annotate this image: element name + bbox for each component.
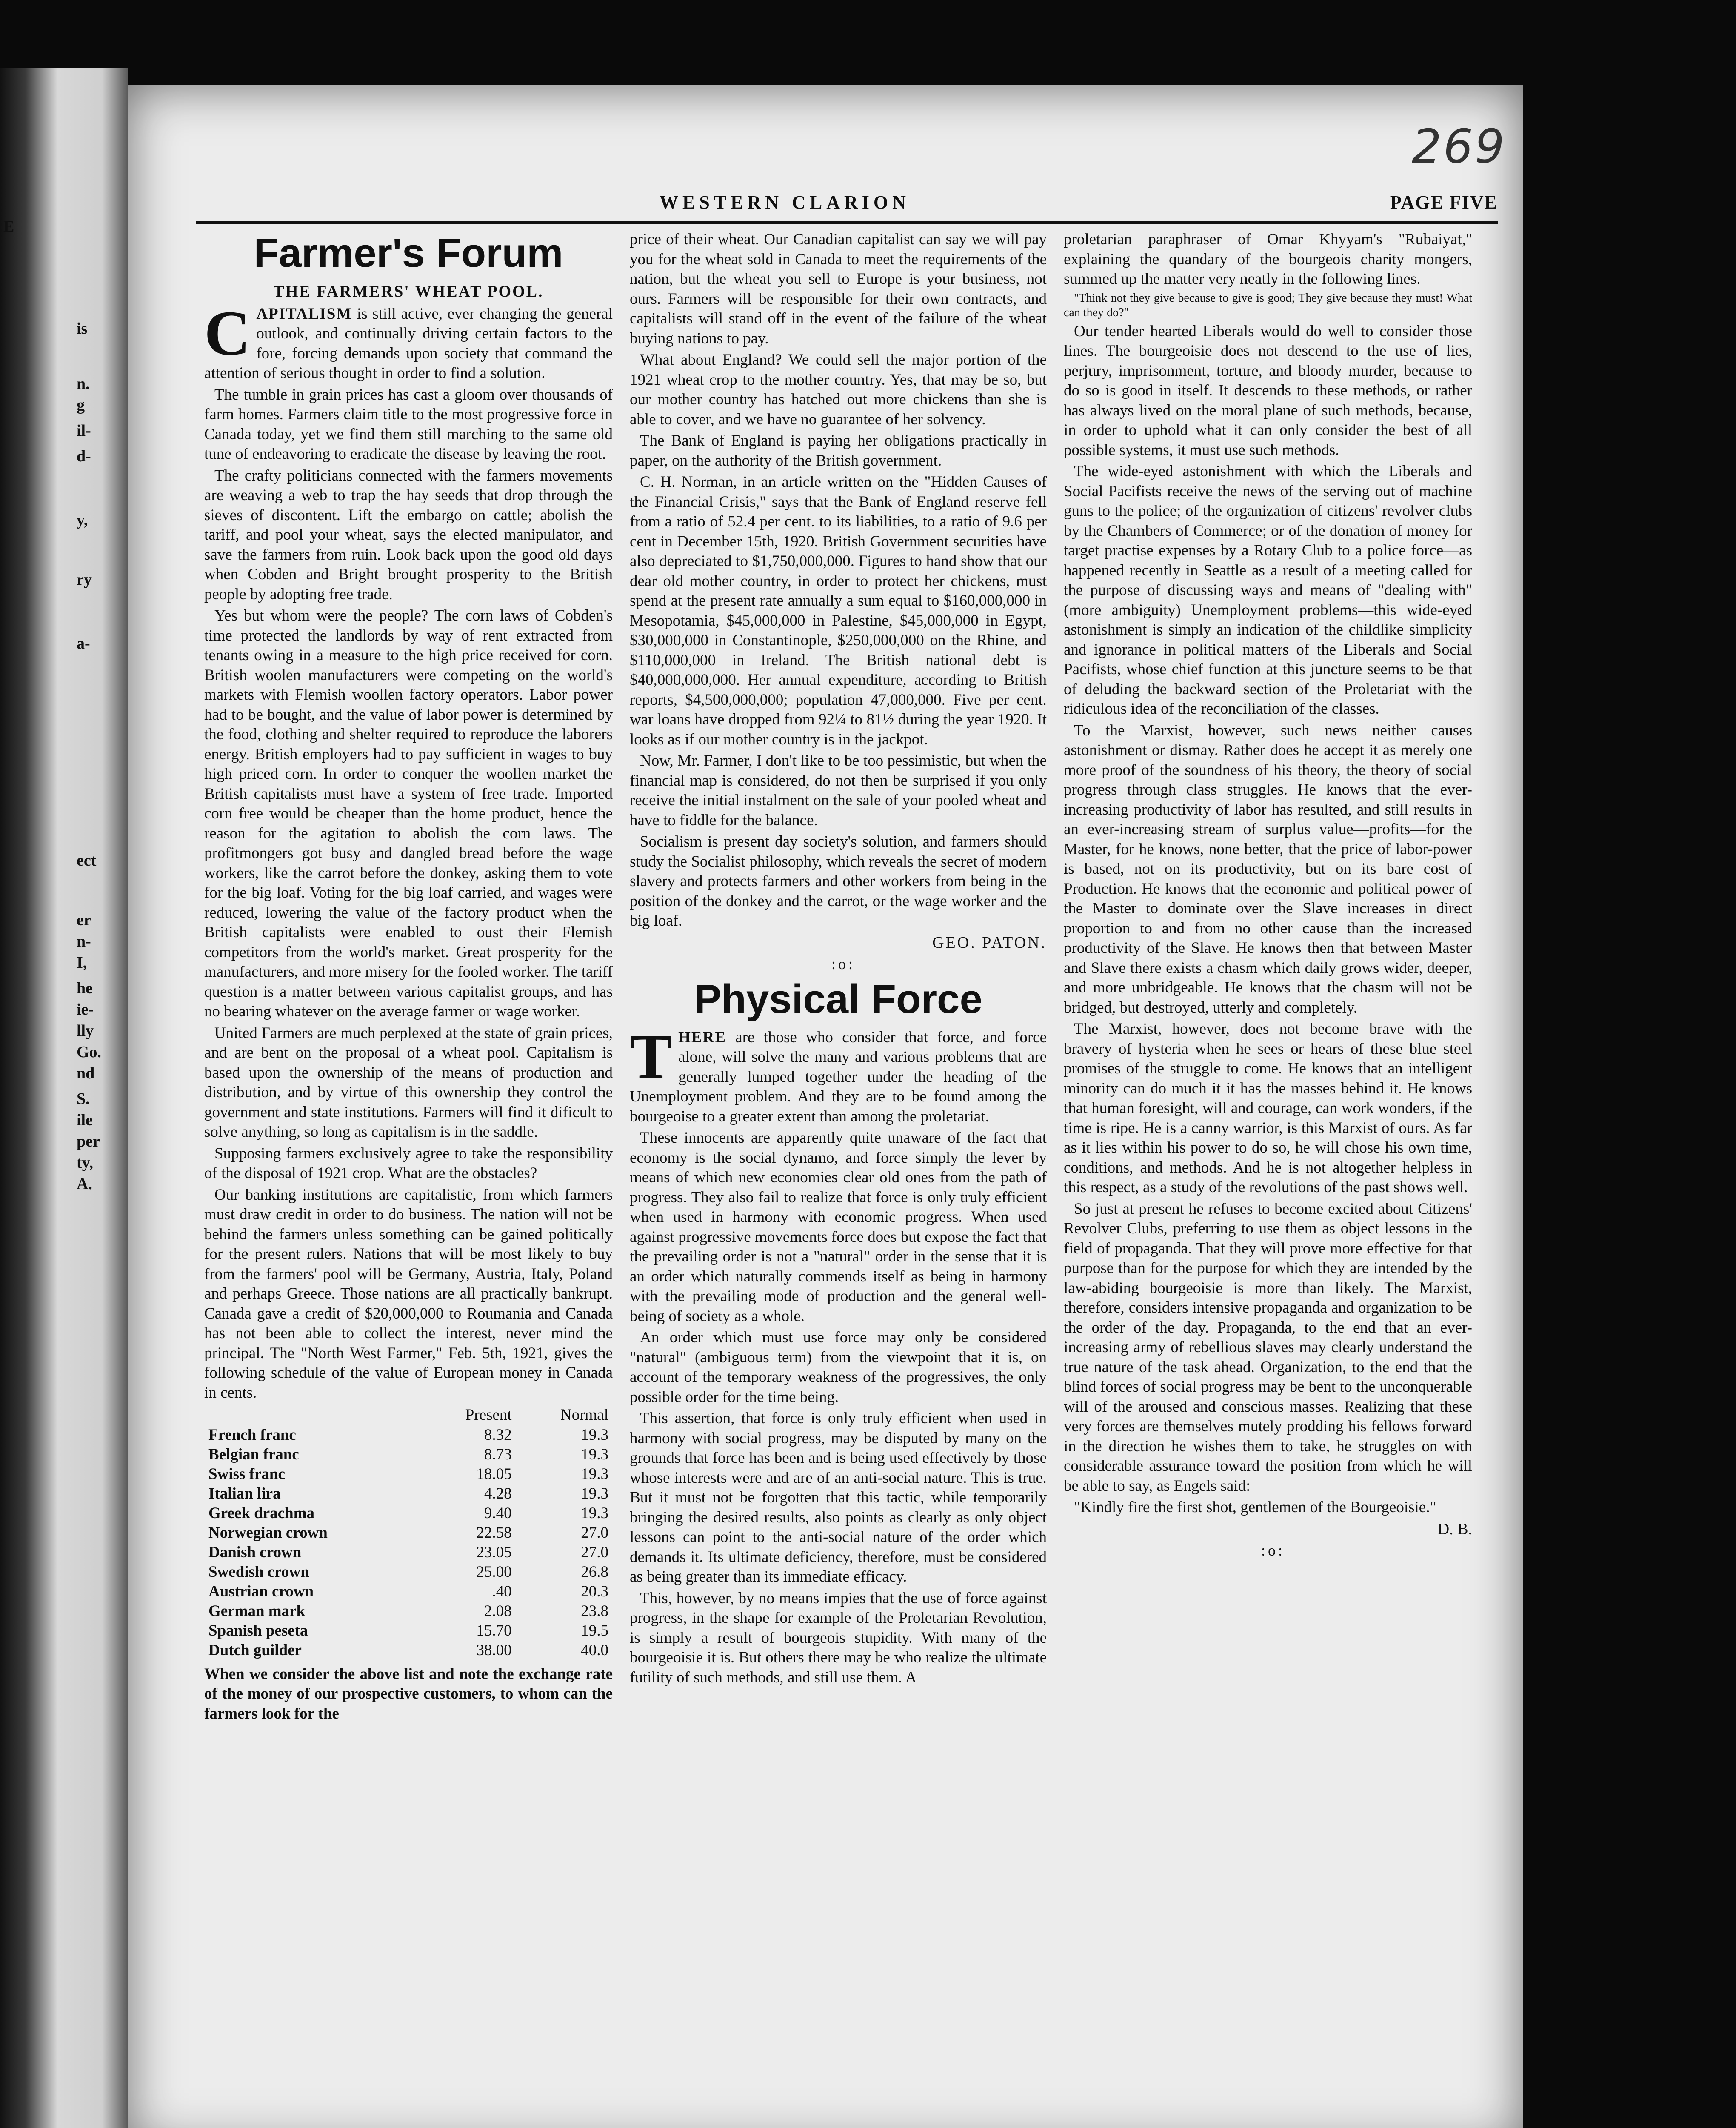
article-paragraph: This, however, by no means impies that the use of force against progress, in the shape for example of the Proletarian Revolution, is simply a result of bourgeois stupidity. With many of the bourgeoisie it is. But others there may be who realize the ultimate futility of such methods, and still use them. A: [630, 1589, 1047, 1686]
byline: GEO. PATON.: [932, 933, 1047, 952]
article-paragraph: The tumble in grain prices has cast a gloom over thousands of farm homes. Farmers claim title to the most progressive force in Canada today, yet we find them still marching to the same old tune of endeavoring to eradicate the disease by leaving the root.: [204, 386, 613, 463]
article-paragraph: Socialism is present day society's solution, and farmers should study the Socialist philosophy, which reveals the secret of modern slavery and protects farmers and other workers from being in the position of the donkey and the carrot, or the wage worker and the big loaf.: [630, 833, 1047, 930]
edge-text-fragment: il-: [77, 422, 91, 440]
edge-text-fragment: nd: [77, 1064, 95, 1082]
table-cell: Norwegian crown: [208, 1524, 328, 1542]
edge-text-fragment: a-: [77, 635, 90, 652]
article-paragraph: This assertion, that force is only truly efficient when used in harmony with social progress, may be disputed by many on the grounds that force has been and is being used effectively by those whose interests were and are of an anti-social nature. This is true. But it must not be forgotten that this tactic, while temporarily bringing the desired results, also points as clearly as only object lessons can point to the anti-social nature of the order which demands it. Its ultimate deficiency, therefore, must be considered as being greater than its immediate efficacy.: [630, 1410, 1047, 1585]
article-paragraph: The wide-eyed astonishment with which the Liberals and Social Pacifists receive the news of the serving out of machine guns to the police; of the organization of citizens' revolver clubs by the Chambers of Commerce; or of the donation of money for target practise expenses by a Rotary Club to a police force—as happened recently in Seattle as a result of a meeting called for the purpose of discussing ways and means of "dealing with" (more ambiguity) Unemployment problems—this wide-eyed astonishment is simply an indication of the childlike simplicity and ignorance in political matters of the Liberals and Social Pacifists, whose chief function at this juncture seems to be that of deluding the backward section of the Proletariat with the ridiculous idea of the reconciliation of the classes.: [1064, 463, 1472, 718]
table-cell: 8.32: [484, 1426, 512, 1444]
article-paragraph: price of their wheat. Our Canadian capitalist can say we will pay you for the wheat sold in Canada to meet the requirements of the nation, but the wheat you sell to Europe is your business, not ours. Farmers will be responsible for their own contracts, and capitalists will stand off in the event of the failure of the wheat buying nations to pay.: [630, 231, 1047, 347]
table-row: [204, 1523, 613, 1543]
edge-text-fragment: E: [3, 217, 14, 235]
edge-text-fragment: n.: [77, 375, 90, 393]
physical-force-title: Physical Force: [694, 976, 982, 1022]
currency-rows: [204, 1425, 613, 1660]
edge-text-fragment: Go.: [77, 1043, 102, 1061]
lead-caps: APITALISM: [256, 305, 352, 323]
table-cell: 40.0: [581, 1641, 608, 1659]
article-paragraph: Our banking institutions are capitalistic, from which farmers must draw credit in order to do business. The nation will not be behind the farmers unless something can be gained politically for the present rulers. Nations that will be most likely to buy from the farmers' pool will be Germany, Austria, Italy, Poland and perhaps Greece. Those nations are all practically bankrupt. Canada gave a credit of $20,000,000 to Roumania and Canada has not been able to collect the interest, never mind the principal. The "North West Farmer," Feb. 5th, 1921, gives the following schedule of the value of European money in Canada in cents.: [204, 1186, 613, 1402]
handwritten-page-number: 269: [1412, 119, 1506, 174]
table-row: [204, 1484, 613, 1504]
farmers-forum-subtitle: THE FARMERS' WHEAT POOL.: [273, 283, 544, 300]
edge-text-fragment: er: [77, 911, 91, 929]
header-rule: [196, 221, 1498, 224]
article-paragraph: THERE are those who consider that force, and force alone, will solve the many and various problems that are generally lumped together under the heading of the Unemployment problem. And they are to be found among the bourgeoise to a greater extent than among the proletariat.: [630, 1021, 1047, 1125]
table-cell: 19.5: [581, 1622, 608, 1639]
edge-text-fragment: I,: [77, 954, 87, 972]
table-cell: 18.05: [476, 1465, 512, 1483]
table-cell: 19.3: [581, 1484, 608, 1502]
table-cell: 38.00: [476, 1641, 512, 1659]
section-separator: :o:: [831, 955, 855, 972]
column-1: [204, 230, 613, 2128]
table-cell: Danish crown: [208, 1543, 302, 1561]
article-paragraph: The crafty politicians connected with the farmers movements are weaving a web to trap the hay seeds that drop through the sieves of discontent. Lift the embargo on cattle; abolish the tariff, and pool your wheat, says the elected manipulator, and save the farmers from ruin. Look back upon the good old days when Cobden and Bright brought prosperity to the British people by adopting free trade.: [204, 466, 613, 603]
table-row: [204, 1582, 613, 1602]
table-cell: 25.00: [476, 1563, 512, 1581]
author-initials: D. B.: [1437, 1520, 1472, 1538]
table-row: [204, 1543, 613, 1562]
edge-text-fragment: ie-: [77, 1001, 94, 1018]
article-paragraph: What about England? We could sell the major portion of the 1921 wheat crop to the mother country. Yes, that may be so, but our mother country has hatched out more chickens than she is able to cover, and we have no guarantee of her solvency.: [630, 351, 1047, 428]
edge-text-fragment: lly: [77, 1022, 94, 1040]
article-paragraph: So just at present he refuses to become excited about Citizens' Revolver Clubs, preferring to use them as object lessons in the field of propaganda. That they will prove more effective for that purpose than for the purpose for which they are intended by the law-abiding bourgeoisie is more than likely. The Marxist, therefore, considers intensive propaganda and organization to be the order of the day. Propaganda, to the end that an ever-increasing army of rebellious slaves may clearly understand the true nature of the task ahead. Organization, to the end that the blind forces of social progress may be bent to the unconquerable will of the aroused and conscious masses. Realizing that these very forces are themselves mutely prodding his fellows forward in the direction he wishes them to take, he struggles on with considerable assurance toward the position from which he will be able to say, as Engels said:: [1064, 1200, 1472, 1495]
edge-text-fragment: A.: [77, 1175, 92, 1193]
table-row: [204, 1562, 613, 1582]
adjacent-page-edge: [0, 68, 128, 2128]
article-paragraph: An order which must use force may only be considered "natural" (ambiguous term) from the viewpoint that it is, on account of the temporary weakness of the progressives, the only possible order for the time being.: [630, 1329, 1047, 1406]
drop-cap: C: [204, 297, 251, 369]
masthead-name: WESTERN CLARION: [660, 192, 910, 213]
table-row: [204, 1641, 613, 1660]
table-cell: Dutch guilder: [208, 1641, 302, 1659]
table-header-cell: [204, 1405, 422, 1425]
table-cell: 9.40: [484, 1504, 512, 1522]
table-row: [204, 1445, 613, 1464]
table-row: [204, 1425, 613, 1445]
table-cell: 22.58: [476, 1524, 512, 1542]
table-cell: 19.3: [581, 1465, 608, 1483]
article-paragraph: These innocents are apparently quite unaware of the fact that economy is the social dynamo, and force simply the lever by means of which new economies clear old ones from the path of progress. They also fail to realize that force is only truly efficient when used in harmony with economic progress. When used against progressive movements force does but expose the fact that the prevailing order is not a "natural" order in the sense that it is an order which naturally commends itself as being in harmony with the prevailing mode of production and the general well-being of society as a whole.: [630, 1129, 1047, 1325]
table-cell: 2.08: [484, 1602, 512, 1620]
newspaper-page: [128, 85, 1523, 2128]
edge-text-fragment: y,: [77, 511, 88, 529]
table-cell: French franc: [208, 1426, 296, 1444]
table-cell: 20.3: [581, 1582, 608, 1600]
edge-text-fragment: is: [77, 320, 88, 338]
page-label: PAGE FIVE: [1390, 192, 1498, 213]
table-cell: Swiss franc: [208, 1465, 285, 1483]
table-cell: Swedish crown: [208, 1563, 309, 1581]
table-header-cell: Normal: [560, 1406, 608, 1424]
currency-table: [204, 1405, 613, 1660]
edge-text-fragment: n-: [77, 932, 91, 950]
table-cell: 15.70: [476, 1622, 512, 1639]
table-cell: 19.3: [581, 1426, 608, 1444]
edge-text-fragment: ect: [77, 852, 97, 870]
table-cell: Belgian franc: [208, 1445, 299, 1463]
table-cell: 19.3: [581, 1445, 608, 1463]
edge-text-fragment: S.: [77, 1090, 90, 1108]
section-separator: :o:: [1261, 1542, 1285, 1559]
edge-text-fragment: g: [77, 396, 85, 414]
table-cell: Spanish peseta: [208, 1622, 308, 1639]
drop-cap: T: [630, 1021, 673, 1092]
table-cell: Greek drachma: [208, 1504, 315, 1522]
edge-text-fragment: he: [77, 979, 93, 997]
article-paragraph: CAPITALISM is still active, ever changing the general outlook, and continually driving certain factors to the fore, forcing demands upon society that command the attention of serious thought in order to find a solution.: [204, 297, 613, 382]
edge-text-fragment: d-: [77, 447, 91, 465]
farmers-forum-title: Farmer's Forum: [254, 230, 563, 276]
table-cell: 4.28: [484, 1484, 512, 1502]
article-paragraph: The Marxist, however, does not become brave with the bravery of hysteria when he sees or hears of these blue steel promises of the struggle to come. He knows that an intelligent minority can do much it it has the masses behind it. He knows that human foresight, will and courage, can work wonders, if the time is ripe. He is a canny warrior, is this Marxist of ours. As far as it lies within his power to do so, he will chose his own time, conditions, and methods. And he is not altogether helpless in this respect, as a study of the revolutions of the past shows well.: [1064, 1020, 1472, 1196]
table-cell: 23.8: [581, 1602, 608, 1620]
article-paragraph: The Bank of England is paying her obligations practically in paper, on the authority of the British government.: [630, 432, 1047, 469]
table-cell: 23.05: [476, 1543, 512, 1561]
article-paragraph: Our tender hearted Liberals would do well to consider those lines. The bourgeoisie does not descend to the use of lies, perjury, imprisonment, torture, and bloody murder, because to do so is good in itself. It descends to these methods, or rather has always lived on the moral plane of such methods, because, in order to uphold what it can only consider the best of all possible systems, it must use such methods.: [1064, 322, 1472, 459]
table-cell: Austrian crown: [208, 1582, 314, 1600]
table-row: [204, 1464, 613, 1484]
article-paragraph: Now, Mr. Farmer, I don't like to be too pessimistic, but when the financial map is considered, do not then be surprised if you only receive the initial instalment on the sale of your pooled wheat and have to fiddle for the balance.: [630, 752, 1047, 829]
table-cell: German mark: [208, 1602, 306, 1620]
article-paragraph: Yes but whom were the people? The corn laws of Cobden's time protected the landlords by way of rent extracted from tenants owing in a measure to the high price received for corn. British woolen manufacturers were competing on the world's markets with Flemish woollen factory operators. Labor power had to be bought, and the value of labor power is determined by the food, clothing and shelter required to reproduce the laborers energy. British employers had to pay sufficient in wages to buy high priced corn. In order to conquer the woollen market the British capitalists must have a system of free trade. Imported corn free would be cheaper than the home product, hence the reason for the agitation to abolish the corn laws. The profitmongers got busy and dangled bread before the wage workers, like the carrot before the donkey, asking them to vote for the big loaf. Voting for the big loaf carried, and wages were reduced, lowering the value of the factory product when the British capitalists were enabled to oust their Flemish competitors from the world's market. Great prosperity for the manufacturers, and more misery for the fooled worker. The tariff question is a matter between various capitalist groups, and has no bearing whatever on the average farmer or wage worker.: [204, 607, 613, 1020]
table-row: [204, 1602, 613, 1621]
column-3: [1064, 230, 1472, 2128]
table-row: [204, 1621, 613, 1641]
article-paragraph: When we consider the above list and note the exchange rate of the money of our prospective customers, to whom can the farmers look for the: [204, 1665, 613, 1722]
table-row: [204, 1504, 613, 1523]
article-paragraph: "Kindly fire the first shot, gentlemen of the Bourgeoisie.": [1074, 1499, 1436, 1516]
table-cell: 27.0: [581, 1524, 608, 1542]
table-cell: 19.3: [581, 1504, 608, 1522]
article-paragraph: United Farmers are much perplexed at the state of grain prices, and are bent on the proposal of a wheat pool. Capitalism is based upon the ownership of the means of production and distribution, and by virtue of this ownership they control the government and state institutions. Farmers will find it dificult to solve anything, so long as capitalism is in the saddle.: [204, 1024, 613, 1141]
table-header-cell: Present: [465, 1406, 512, 1424]
article-paragraph: C. H. Norman, in an article written on the "Hidden Causes of the Financial Crisis," says that the Bank of England reserve fell from a ratio of 52.4 per cent. to its liabilities, to a ratio of 9.6 per cent in December 15th, 1920. British Government securities have also depreciated to $1,750,000,000. Figures to hand show that our dear old mother country, in order to protect her chickens, must spend at the present rate annually a sum equal to $160,000,000 in Mesopotamia, $45,000,000 in Palestine, $45,000,000 in Egypt, $30,000,000 in Constantinople, $250,000,000 on the Rhine, and $110,000,000 in Ireland. The British national debt is $40,000,000,000. Her annual expenditure, according to British reports, $4,500,000,000; population 47,000,000. Five per cent. war loans have dropped from 92¼ to 81½ during the year 1920. It looks as if our mother country is in the jackpot.: [630, 473, 1047, 748]
running-head: [128, 192, 1523, 226]
table-cell: Italian lira: [208, 1484, 281, 1502]
article-paragraph: To the Marxist, however, such news neither causes astonishment or dismay. Rather does he accept it as merely one more proof of the soundness of his theory, the theory of social progress through class struggles. He knows that the ever-increasing productivity of labor has resulted, and still results in an ever-increasing stream of surplus value—profits—for the Master, for he knows, none better, that the price of labor-power is based, not on its productivity, but on its bare cost of Production. He knows that the economic and political power of the Master to dominate over the Slave increases in direct proportion to and from no other cause than the increased productivity of the Slave. He knows then that between Master and Slave there exists a chasm which daily grows wider, deeper, and more unbridgeable. He knows that the chasm will not be bridged, but destroyed, utterly and completely.: [1064, 721, 1472, 1016]
table-cell: 27.0: [581, 1543, 608, 1561]
table-cell: 8.73: [484, 1445, 512, 1463]
table-header-row: [204, 1405, 613, 1425]
edge-text-fragment: ile: [77, 1111, 93, 1129]
table-cell: 26.8: [581, 1563, 608, 1581]
edge-text-fragment: ty,: [77, 1154, 94, 1172]
edge-text-fragment: per: [77, 1133, 100, 1150]
verse-quote: "Think not they give because to give is good; They give because they must! What can they do?": [1064, 291, 1472, 319]
article-paragraph: Supposing farmers exclusively agree to take the responsibility of the disposal of 1921 crop. What are the obstacles?: [204, 1144, 613, 1182]
lead-caps: HERE: [678, 1028, 726, 1046]
article-paragraph: proletarian paraphraser of Omar Khyyam's "Rubaiyat," explaining the quandary of the bourgeois charity mongers, summed up the matter very neatly in the following lines.: [1064, 231, 1472, 288]
table-cell: .40: [492, 1582, 512, 1600]
edge-text-fragment: ry: [77, 571, 92, 589]
column-2: [630, 230, 1047, 2128]
